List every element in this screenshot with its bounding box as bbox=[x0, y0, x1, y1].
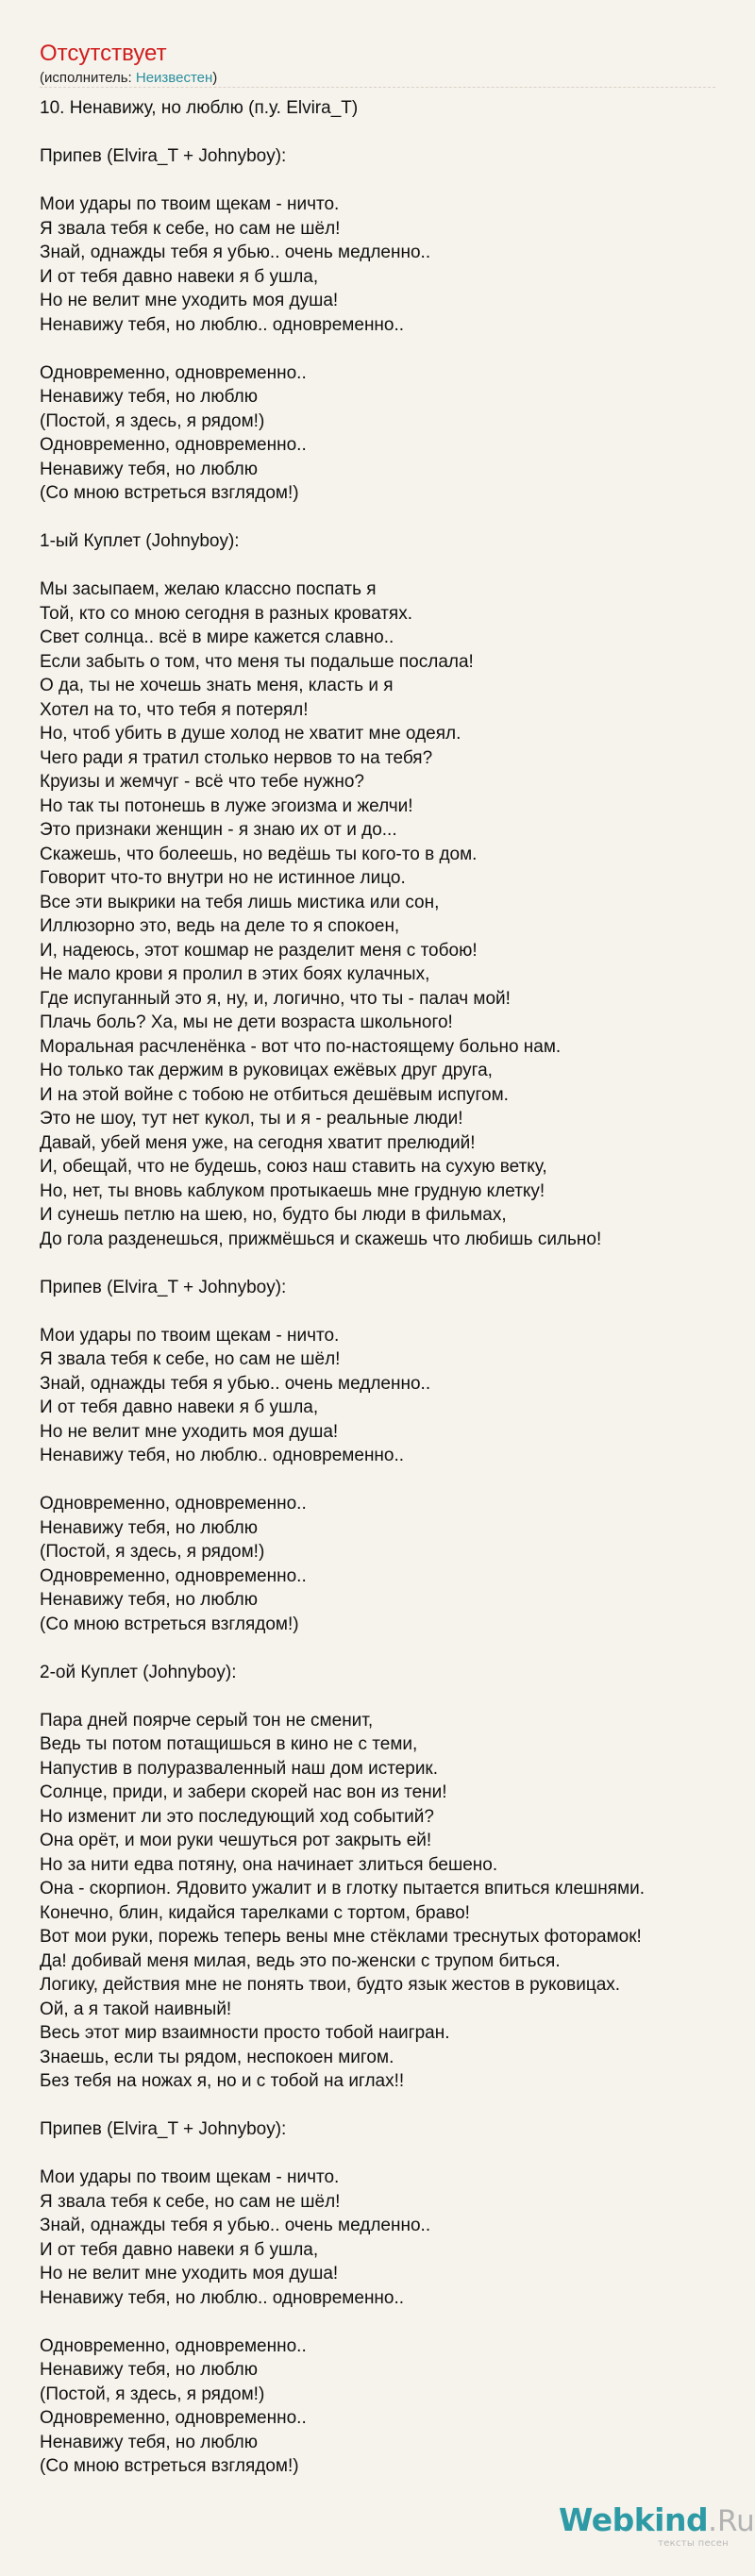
lyric-line: Но, нет, ты вновь каблуком протыкаешь мне грудную клетку! bbox=[40, 1180, 545, 1201]
lyric-line: Одновременно, одновременно.. bbox=[40, 1565, 307, 1586]
lyric-line: Но так ты потонешь в луже эгоизма и желчи! bbox=[40, 795, 413, 816]
lyric-line: Иллюзорно это, ведь на деле то я спокоен, bbox=[40, 916, 400, 936]
artist-prefix: (исполнитель: bbox=[40, 70, 136, 86]
lyric-line: Чего ради я тратил столько нервов то на тебя? bbox=[40, 747, 433, 768]
lyric-line: Ненавижу тебя, но люблю bbox=[40, 459, 258, 479]
lyric-line: 10. Ненавижу, но люблю (п.у. Elvira_T) bbox=[40, 98, 359, 118]
lyric-blank-line bbox=[40, 2142, 729, 2166]
lyric-line: Припев (Elvira_T + Johnyboy): bbox=[40, 1277, 287, 1297]
lyric-line: Она орёт, и мои руки чешуться рот закрыть ей! bbox=[40, 1831, 432, 1850]
lyric-line: И от тебя давно навеки я б ушла, bbox=[40, 266, 319, 287]
artist-suffix: ) bbox=[212, 70, 218, 86]
lyric-line: Если забыть о том, что меня ты подальше послала! bbox=[40, 651, 474, 672]
lyric-line: Но, чтоб убить в душе холод не хватит мне одеял. bbox=[40, 724, 461, 744]
lyric-line: Мои удары по твоим щекам - ничто. bbox=[40, 194, 340, 214]
lyric-blank-line bbox=[40, 337, 729, 361]
lyric-line: Знай, однажды тебя я убью.. очень медленно.. bbox=[40, 2216, 431, 2235]
song-title: Отсутствует bbox=[40, 41, 167, 66]
lyric-line: Ой, а я такой наивный! bbox=[40, 1999, 232, 2019]
lyric-blank-line bbox=[40, 169, 729, 193]
lyric-line: Она - скорпион. Ядовито ужалит и в глотку пытается впиться клешнями. bbox=[40, 1879, 646, 1899]
lyric-line: Все эти выкрики на тебя лишь мистика или сон, bbox=[40, 892, 440, 912]
lyric-line: Да! добивай меня милая, ведь это по-женски с трупом биться. bbox=[40, 1950, 561, 1971]
lyric-line: Но не велит мне уходить моя душа! bbox=[40, 1421, 339, 1442]
lyric-line: Вот мои руки, порежь теперь вены мне стёклами треснутых фоторамок! bbox=[40, 1927, 642, 1947]
lyric-line: Свет солнца.. всё в мире кажется славно.. bbox=[40, 627, 394, 647]
lyric-line: Конечно, блин, кидайся тарелками с тортом, браво! bbox=[40, 1902, 470, 1923]
lyric-line: Весь этот мир взаимности просто тобой наигран. bbox=[40, 2023, 450, 2043]
lyric-line: Той, кто со мною сегодня в разных кроватях. bbox=[40, 603, 412, 624]
lyric-line: Говорит что-то внутри но не истинное лицо. bbox=[40, 868, 406, 888]
lyric-line: Круизы и жемчуг - всё что тебе нужно? bbox=[40, 772, 364, 792]
lyric-line: Мы засыпаем, желаю классно поспать я bbox=[40, 579, 377, 599]
lyric-line: Но только так держим в руковицах ежёвых друг друга, bbox=[40, 1061, 493, 1080]
lyric-blank-line bbox=[40, 1299, 729, 1324]
lyric-line: И на этой войне с тобою не отбиться дешёвым испугом. bbox=[40, 1084, 509, 1105]
lyric-line: Одновременно, одновременно.. bbox=[40, 1494, 307, 1514]
lyric-line: Припев (Elvira_T + Johnyboy): bbox=[40, 2119, 287, 2139]
lyric-blank-line bbox=[40, 1251, 729, 1276]
lyrics-text bbox=[40, 96, 729, 2479]
lyric-line: Но изменит ли это последующий ход событий? bbox=[40, 1806, 434, 1827]
lyric-line: Скажешь, что болеешь, но ведёшь ты кого-то в дом. bbox=[40, 844, 478, 864]
logo-wordmark bbox=[559, 2501, 755, 2538]
lyric-line: О да, ты не хочешь знать меня, класть и я bbox=[40, 676, 394, 695]
lyric-line: Хотел на то, что тебя я потерял! bbox=[40, 699, 309, 720]
lyric-line: (Постой, я здесь, я рядом!) bbox=[40, 410, 265, 431]
lyric-line: Я звала тебя к себе, но сам не шёл! bbox=[40, 2191, 341, 2212]
lyric-line: Ненавижу тебя, но люблю.. одновременно.. bbox=[40, 2287, 405, 2308]
lyric-line: И от тебя давно навеки я б ушла, bbox=[40, 2239, 319, 2260]
lyric-line: Но за нити едва потяну, она начинает злиться бешено. bbox=[40, 1854, 498, 1875]
lyric-line: (Со мною встреться взглядом!) bbox=[40, 1614, 299, 1634]
lyric-blank-line bbox=[40, 506, 729, 530]
artist-link[interactable]: Неизвестен bbox=[135, 70, 213, 86]
lyric-line: Я звала тебя к себе, но сам не шёл! bbox=[40, 218, 341, 239]
lyric-blank-line bbox=[40, 2310, 729, 2334]
lyric-line: Моральная расчленёнка - вот что по-настоящему больно нам. bbox=[40, 1036, 562, 1057]
lyric-line: И сунешь петлю на шею, но, будто бы люди в фильмах, bbox=[40, 1205, 507, 1225]
lyric-line: (Со мною встреться взглядом!) bbox=[40, 2456, 299, 2476]
lyric-blank-line bbox=[40, 121, 729, 145]
lyric-line: И, обещай, что не будешь, союз наш ставить на сухую ветку, bbox=[40, 1157, 547, 1177]
lyric-line: Где испуганный это я, ну, и, логично, что ты - палач мой! bbox=[40, 988, 511, 1009]
lyric-line: Без тебя на ножах я, но и с тобой на иглах!! bbox=[40, 2071, 405, 2091]
lyric-line: Ненавижу тебя, но люблю bbox=[40, 1590, 258, 1610]
lyric-line: И от тебя давно навеки я б ушла, bbox=[40, 1397, 319, 1417]
lyric-line: Ведь ты потом потащишься в кино не с теми, bbox=[40, 1734, 418, 1754]
lyric-blank-line bbox=[40, 2094, 729, 2118]
lyric-line: Плачь боль? Ха, мы не дети возраста школьного! bbox=[40, 1012, 453, 1032]
logo-name: Webkind bbox=[559, 2501, 709, 2538]
lyric-line: Напустив в полуразваленный наш дом истерик. bbox=[40, 1758, 439, 1779]
lyric-line: И, надеюсь, этот кошмар не разделит меня с тобою! bbox=[40, 940, 478, 961]
lyric-line: (Постой, я здесь, я рядом!) bbox=[40, 2384, 265, 2404]
lyric-blank-line bbox=[40, 554, 729, 578]
lyric-line: Ненавижу тебя, но люблю bbox=[40, 2432, 258, 2452]
lyric-line: Мои удары по твоим щекам - ничто. bbox=[40, 2167, 340, 2187]
lyric-line: Но не велит мне уходить моя душа! bbox=[40, 291, 339, 310]
lyric-blank-line bbox=[40, 1684, 729, 1709]
lyric-line: Не мало крови я пролил в этих боях кулачных, bbox=[40, 964, 430, 984]
lyric-line: Ненавижу тебя, но люблю.. одновременно.. bbox=[40, 314, 405, 335]
lyric-line: Ненавижу тебя, но люблю bbox=[40, 387, 258, 407]
header-divider bbox=[40, 87, 715, 88]
lyric-blank-line bbox=[40, 1468, 729, 1493]
lyric-line: Логику, действия мне не понять твои, будто язык жестов в руковицах. bbox=[40, 1975, 621, 1995]
lyric-line: Знаешь, если ты рядом, неспокоен мигом. bbox=[40, 2047, 394, 2067]
lyric-line: 2-ой Куплет (Johnyboy): bbox=[40, 1662, 237, 1682]
lyric-line: Одновременно, одновременно.. bbox=[40, 435, 307, 455]
logo-tagline: тексты песен bbox=[658, 2538, 729, 2549]
lyric-line: Знай, однажды тебя я убью.. очень медленно.. bbox=[40, 243, 431, 262]
logo-tld: .Ru bbox=[708, 2504, 755, 2538]
lyric-line: Давай, убей меня уже, на сегодня хватит прелюдий! bbox=[40, 1132, 476, 1153]
lyric-line: Пара дней поярче серый тон не сменит, bbox=[40, 1710, 374, 1731]
lyric-line: До гола разденешься, прижмёшься и скажешь что любишь сильно! bbox=[40, 1229, 602, 1249]
lyric-line: (Постой, я здесь, я рядом!) bbox=[40, 1542, 265, 1562]
lyric-line: Мои удары по твоим щекам - ничто. bbox=[40, 1325, 340, 1346]
lyric-line: Знай, однажды тебя я убью.. очень медленно.. bbox=[40, 1373, 431, 1394]
lyric-line: Но не велит мне уходить моя душа! bbox=[40, 2264, 339, 2283]
lyric-line: 1-ый Куплет (Johnyboy): bbox=[40, 531, 240, 551]
lyric-line: Припев (Elvira_T + Johnyboy): bbox=[40, 146, 287, 166]
artist-line bbox=[40, 70, 217, 86]
lyric-line: Это признаки женщин - я знаю их от и до... bbox=[40, 820, 397, 840]
lyric-line: (Со мною встреться взглядом!) bbox=[40, 483, 299, 503]
lyric-line: Ненавижу тебя, но люблю.. одновременно.. bbox=[40, 1446, 405, 1465]
lyric-blank-line bbox=[40, 1636, 729, 1661]
lyric-line: Солнце, приди, и забери скорей нас вон из тени! bbox=[40, 1782, 447, 1802]
lyric-line: Одновременно, одновременно.. bbox=[40, 2408, 307, 2428]
lyric-line: Ненавижу тебя, но люблю bbox=[40, 2360, 258, 2380]
lyric-line: Ненавижу тебя, но люблю bbox=[40, 1517, 258, 1538]
lyric-line: Это не шоу, тут нет кукол, ты и я - реальные люди! bbox=[40, 1109, 463, 1129]
lyric-line: Я звала тебя к себе, но сам не шёл! bbox=[40, 1349, 341, 1369]
lyric-line: Одновременно, одновременно.. bbox=[40, 2335, 307, 2356]
site-logo[interactable] bbox=[559, 2501, 755, 2557]
lyric-line: Одновременно, одновременно.. bbox=[40, 362, 307, 383]
